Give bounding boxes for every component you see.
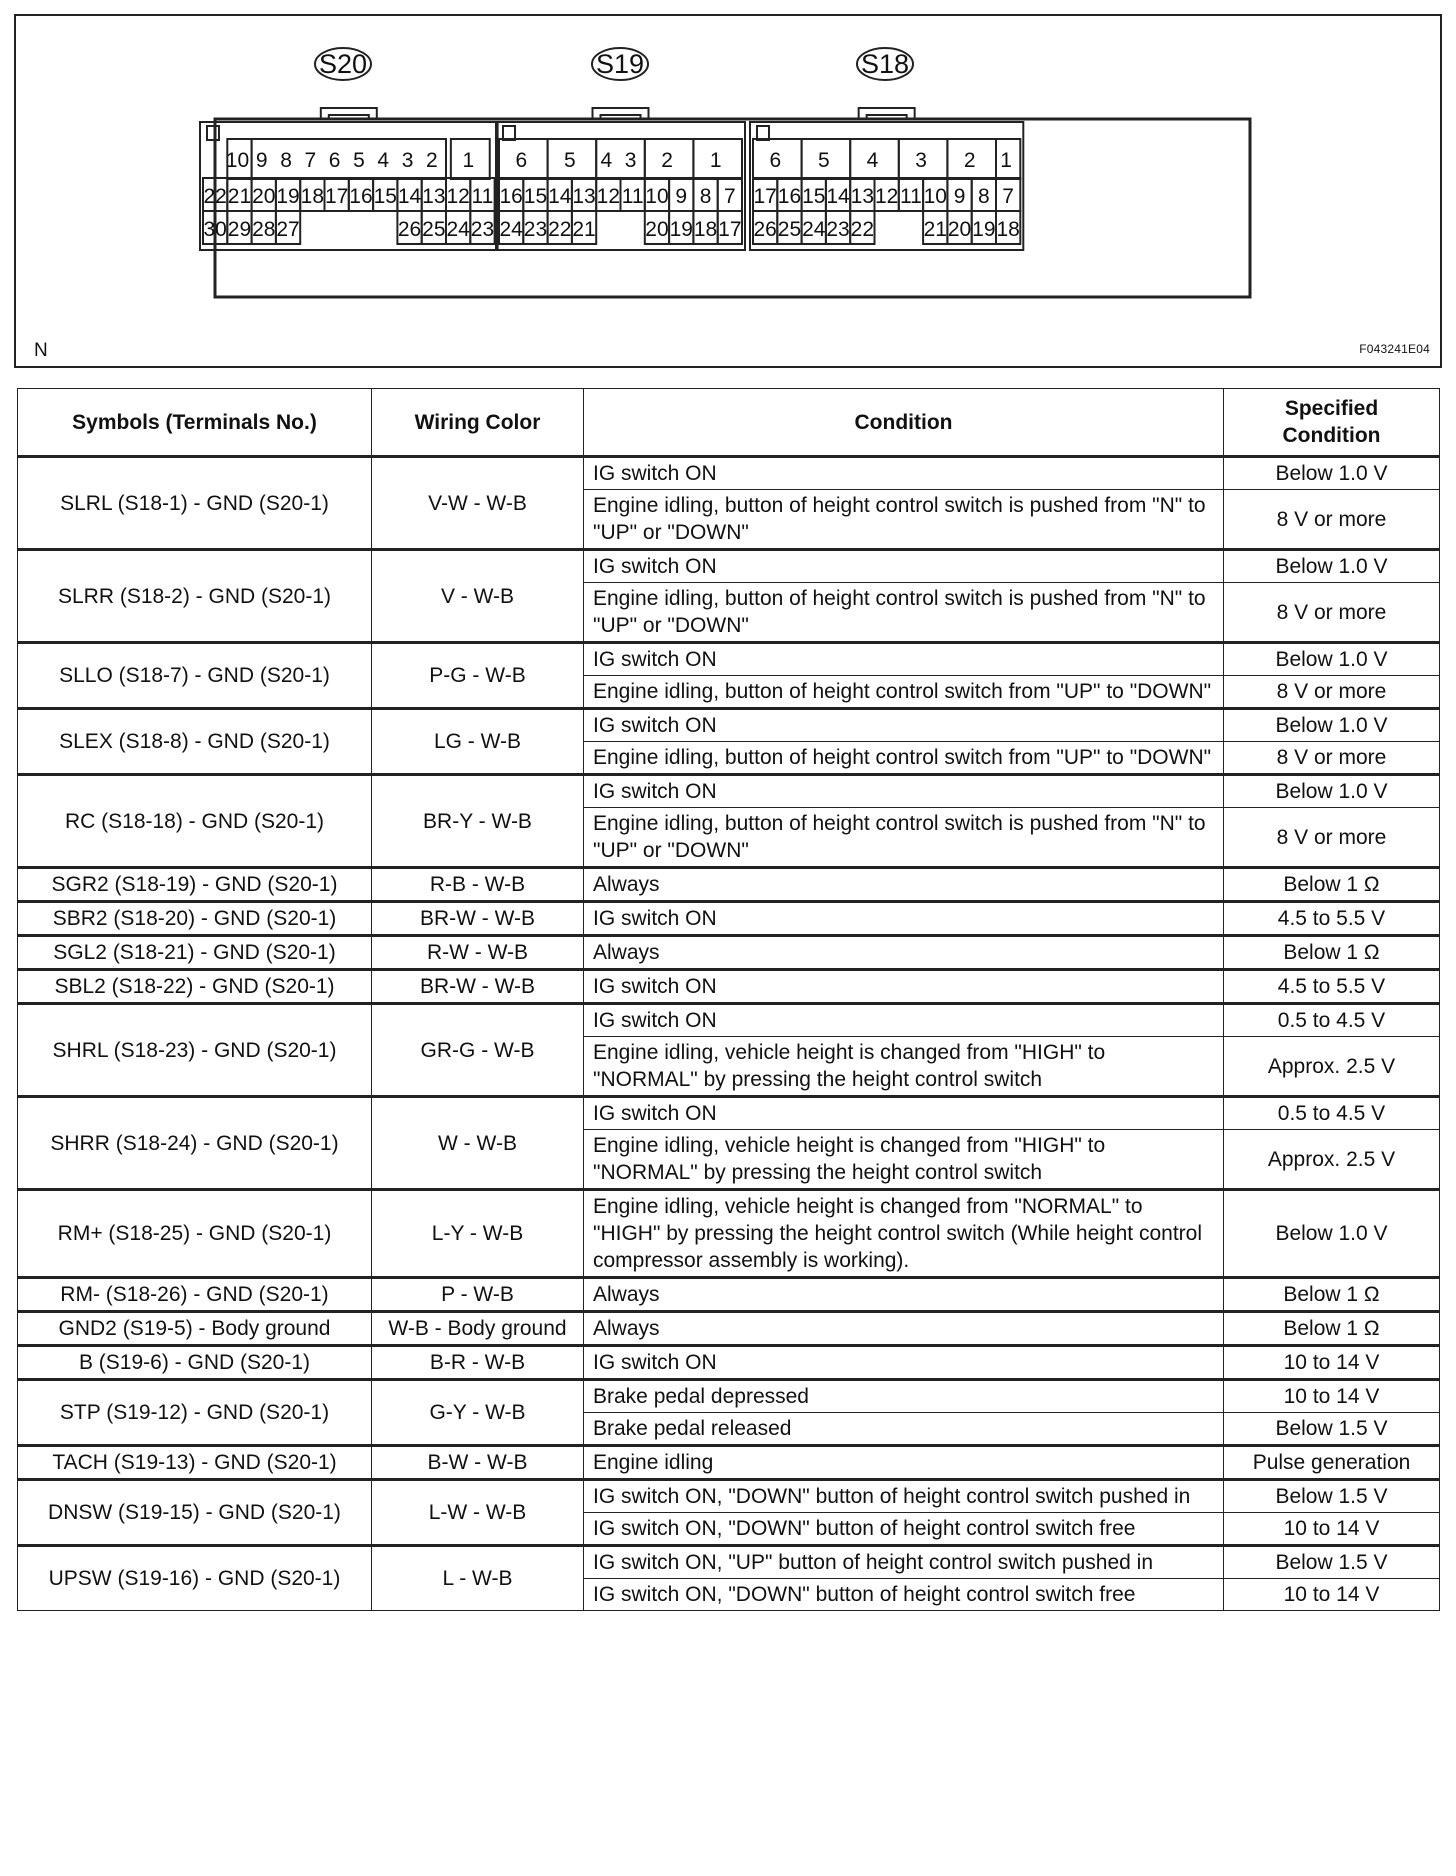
condition-cell: Engine idling, button of height control switch is pushed from "N" to "UP" or "DOWN" bbox=[584, 808, 1224, 868]
terminal-symbol: SBR2 (S18-20) - GND (S20-1) bbox=[18, 902, 372, 936]
terminal-symbol: RM- (S18-26) - GND (S20-1) bbox=[18, 1278, 372, 1312]
specified-condition-cell: 4.5 to 5.5 V bbox=[1224, 970, 1440, 1004]
pin-number: 7 bbox=[724, 185, 736, 208]
specified-condition-cell: 10 to 14 V bbox=[1224, 1513, 1440, 1546]
pin-number: 10 bbox=[225, 149, 250, 172]
specified-condition-cell: Below 1.5 V bbox=[1224, 1480, 1440, 1513]
table-row bbox=[18, 457, 1440, 490]
connector-diagram-drawing bbox=[16, 16, 1440, 366]
pin-number: 4 bbox=[866, 149, 879, 172]
condition-cell: IG switch ON bbox=[584, 457, 1224, 490]
corner-label: N bbox=[34, 340, 48, 361]
specified-condition-cell: Below 1.0 V bbox=[1224, 709, 1440, 742]
terminal-symbol: SGR2 (S18-19) - GND (S20-1) bbox=[18, 868, 372, 902]
wiring-color: L - W-B bbox=[372, 1546, 584, 1611]
pin-number: 6 bbox=[328, 149, 341, 172]
wiring-color: B-W - W-B bbox=[372, 1446, 584, 1480]
condition-cell: IG switch ON bbox=[584, 902, 1224, 936]
table-row bbox=[18, 936, 1440, 970]
pin-number: 25 bbox=[777, 218, 802, 241]
table-row bbox=[18, 1004, 1440, 1037]
specified-condition-cell: Below 1.0 V bbox=[1224, 550, 1440, 583]
condition-cell: IG switch ON, "DOWN" button of height control switch pushed in bbox=[584, 1480, 1224, 1513]
pin-number: 24 bbox=[499, 218, 523, 241]
pin-number: 25 bbox=[422, 218, 446, 241]
terminal-symbol: SLRL (S18-1) - GND (S20-1) bbox=[18, 457, 372, 550]
specified-condition-cell: Below 1 Ω bbox=[1224, 936, 1440, 970]
connector-s19 bbox=[496, 48, 745, 250]
pin-number: 23 bbox=[523, 218, 548, 241]
wiring-color: R-B - W-B bbox=[372, 868, 584, 902]
pin-number: 11 bbox=[900, 185, 922, 208]
specified-condition-cell: Below 1.0 V bbox=[1224, 775, 1440, 808]
pin-number: 13 bbox=[572, 185, 596, 208]
table-row bbox=[18, 1546, 1440, 1579]
table-body bbox=[18, 457, 1440, 1611]
connector-housing bbox=[215, 119, 1250, 297]
specified-condition-cell: Below 1 Ω bbox=[1224, 1278, 1440, 1312]
connector-latch bbox=[321, 108, 377, 119]
table-row bbox=[18, 1312, 1440, 1346]
pin-number: 5 bbox=[818, 149, 830, 172]
pin-number: 17 bbox=[324, 185, 349, 208]
pin-number: 15 bbox=[523, 185, 548, 208]
terminal-spec-table bbox=[17, 388, 1440, 1611]
specified-condition-cell: Pulse generation bbox=[1224, 1446, 1440, 1480]
pin-number: 19 bbox=[669, 218, 693, 241]
pin-number: 2 bbox=[963, 149, 976, 172]
pin-number: 3 bbox=[915, 149, 927, 172]
header-symbols: Symbols (Terminals No.) bbox=[18, 389, 372, 457]
figure-id: F043241E04 bbox=[1359, 342, 1430, 356]
condition-cell: Engine idling, vehicle height is changed from "HIGH" to "NORMAL" by pressing the height control switch bbox=[584, 1130, 1224, 1190]
pin-number: 5 bbox=[564, 149, 576, 172]
pin-number: 3 bbox=[401, 149, 414, 172]
pin-number: 4 bbox=[377, 149, 390, 172]
header-specified-condition: Specified Condition bbox=[1224, 389, 1440, 457]
pin-number: 16 bbox=[777, 185, 802, 208]
pin-number: 20 bbox=[645, 218, 669, 241]
pin-number: 1 bbox=[709, 149, 722, 172]
table-row bbox=[18, 643, 1440, 676]
pin-number: 6 bbox=[769, 149, 782, 172]
pin-number: 21 bbox=[227, 185, 252, 208]
condition-cell: IG switch ON bbox=[584, 1346, 1224, 1380]
pin-number: 16 bbox=[499, 185, 523, 208]
pin-number: 11 bbox=[621, 185, 644, 208]
condition-cell: IG switch ON, "DOWN" button of height control switch free bbox=[584, 1579, 1224, 1611]
condition-cell: IG switch ON bbox=[584, 1097, 1224, 1130]
pin-number: 11 bbox=[471, 185, 494, 208]
specified-condition-cell: 8 V or more bbox=[1224, 583, 1440, 643]
condition-cell: IG switch ON, "DOWN" button of height control switch free bbox=[584, 1513, 1224, 1546]
connector-latch bbox=[593, 108, 649, 119]
pin-number: 7 bbox=[304, 149, 317, 172]
pin-number: 6 bbox=[515, 149, 528, 172]
wiring-color: P-G - W-B bbox=[372, 643, 584, 709]
connector-tab bbox=[503, 126, 515, 140]
pin-number: 1 bbox=[462, 149, 475, 172]
pin-number: 23 bbox=[826, 218, 850, 241]
table-row bbox=[18, 1278, 1440, 1312]
condition-cell: IG switch ON bbox=[584, 775, 1224, 808]
wiring-color: W - W-B bbox=[372, 1097, 584, 1190]
specified-condition-cell: 0.5 to 4.5 V bbox=[1224, 1004, 1440, 1037]
pin-number: 16 bbox=[349, 185, 373, 208]
table-row bbox=[18, 1097, 1440, 1130]
wiring-color: BR-Y - W-B bbox=[372, 775, 584, 868]
pin-number: 20 bbox=[947, 218, 972, 241]
pin-number: 14 bbox=[397, 185, 422, 208]
terminal-symbol: SBL2 (S18-22) - GND (S20-1) bbox=[18, 970, 372, 1004]
header-wiring-color: Wiring Color bbox=[372, 389, 584, 457]
wiring-color: R-W - W-B bbox=[372, 936, 584, 970]
pin-number: 24 bbox=[446, 218, 470, 241]
table-row bbox=[18, 775, 1440, 808]
pin-number: 22 bbox=[548, 218, 572, 241]
specified-condition-cell: 0.5 to 4.5 V bbox=[1224, 1097, 1440, 1130]
condition-cell: IG switch ON bbox=[584, 709, 1224, 742]
pin-number: 26 bbox=[397, 218, 422, 241]
table-row bbox=[18, 1190, 1440, 1278]
terminal-symbol: SHRR (S18-24) - GND (S20-1) bbox=[18, 1097, 372, 1190]
pin-number: 19 bbox=[276, 185, 300, 208]
condition-cell: IG switch ON bbox=[584, 643, 1224, 676]
pin-number: 2 bbox=[426, 149, 438, 172]
pin-number: 22 bbox=[850, 218, 875, 241]
pin-number: 17 bbox=[753, 185, 777, 208]
pin-number: 2 bbox=[661, 149, 673, 172]
condition-cell: IG switch ON bbox=[584, 550, 1224, 583]
condition-cell: Engine idling, button of height control switch from "UP" to "DOWN" bbox=[584, 676, 1224, 709]
specified-condition-cell: Below 1.0 V bbox=[1224, 1190, 1440, 1278]
connector-tab bbox=[207, 126, 219, 140]
pin-number: 12 bbox=[596, 185, 621, 208]
pin-number: 13 bbox=[850, 185, 875, 208]
wiring-color: W-B - Body ground bbox=[372, 1312, 584, 1346]
terminal-symbol: SLEX (S18-8) - GND (S20-1) bbox=[18, 709, 372, 775]
wiring-color: V - W-B bbox=[372, 550, 584, 643]
wiring-color: L-Y - W-B bbox=[372, 1190, 584, 1278]
terminal-symbol: SLRR (S18-2) - GND (S20-1) bbox=[18, 550, 372, 643]
table-header-row bbox=[18, 389, 1440, 457]
pin-number: 7 bbox=[1002, 185, 1014, 208]
condition-cell: Always bbox=[584, 1278, 1224, 1312]
pin-number: 5 bbox=[353, 149, 365, 172]
pin-number: 27 bbox=[276, 218, 300, 241]
pin-number: 15 bbox=[373, 185, 397, 208]
wiring-color: P - W-B bbox=[372, 1278, 584, 1312]
pin-number: 18 bbox=[300, 185, 325, 208]
specified-condition-cell: 10 to 14 V bbox=[1224, 1579, 1440, 1611]
connector-label: S19 bbox=[595, 49, 645, 79]
pin-number: 15 bbox=[802, 185, 826, 208]
specified-condition-cell: Approx. 2.5 V bbox=[1224, 1130, 1440, 1190]
terminal-symbol: RC (S18-18) - GND (S20-1) bbox=[18, 775, 372, 868]
wiring-color: L-W - W-B bbox=[372, 1480, 584, 1546]
connector-diagram bbox=[14, 14, 1442, 368]
connector-latch bbox=[859, 108, 915, 119]
specified-condition-cell: Below 1.5 V bbox=[1224, 1413, 1440, 1446]
condition-cell: Always bbox=[584, 936, 1224, 970]
pin-number: 21 bbox=[923, 218, 947, 241]
condition-cell: Engine idling, button of height control switch from "UP" to "DOWN" bbox=[584, 742, 1224, 775]
pin-number: 9 bbox=[255, 149, 268, 172]
pin-number: 10 bbox=[645, 185, 669, 208]
connector-s20 bbox=[200, 48, 498, 250]
pin-number: 14 bbox=[548, 185, 572, 208]
condition-cell: Brake pedal released bbox=[584, 1413, 1224, 1446]
pin-number: 8 bbox=[280, 149, 292, 172]
table-row bbox=[18, 1446, 1440, 1480]
pin-number: 22 bbox=[203, 185, 227, 208]
pin-number: 9 bbox=[953, 185, 966, 208]
pin-number: 23 bbox=[470, 218, 495, 241]
condition-cell: IG switch ON bbox=[584, 1004, 1224, 1037]
wiring-color: V-W - W-B bbox=[372, 457, 584, 550]
specified-condition-cell: 10 to 14 V bbox=[1224, 1380, 1440, 1413]
pin-number: 28 bbox=[252, 218, 276, 241]
pin-number: 17 bbox=[718, 218, 742, 241]
pin-number: 3 bbox=[624, 149, 637, 172]
terminal-symbol: UPSW (S19-16) - GND (S20-1) bbox=[18, 1546, 372, 1611]
pin-number: 4 bbox=[600, 149, 613, 172]
pin-number: 18 bbox=[996, 218, 1020, 241]
table-row bbox=[18, 709, 1440, 742]
pin-number: 19 bbox=[972, 218, 996, 241]
pin-number: 8 bbox=[699, 185, 712, 208]
terminal-symbol: SHRL (S18-23) - GND (S20-1) bbox=[18, 1004, 372, 1097]
specified-condition-cell: Below 1.0 V bbox=[1224, 457, 1440, 490]
pin-number: 30 bbox=[203, 218, 227, 241]
condition-cell: Always bbox=[584, 868, 1224, 902]
connector-label: S20 bbox=[318, 49, 368, 79]
condition-cell: Engine idling, button of height control switch is pushed from "N" to "UP" or "DOWN" bbox=[584, 583, 1224, 643]
terminal-symbol: STP (S19-12) - GND (S20-1) bbox=[18, 1380, 372, 1446]
terminal-symbol: SLLO (S18-7) - GND (S20-1) bbox=[18, 643, 372, 709]
wiring-color: BR-W - W-B bbox=[372, 970, 584, 1004]
table-row bbox=[18, 902, 1440, 936]
condition-cell: Engine idling, vehicle height is changed from "HIGH" to "NORMAL" by pressing the height control switch bbox=[584, 1037, 1224, 1097]
pin-number: 18 bbox=[693, 218, 718, 241]
specified-condition-cell: Approx. 2.5 V bbox=[1224, 1037, 1440, 1097]
specified-condition-cell: 8 V or more bbox=[1224, 676, 1440, 709]
pin-number: 20 bbox=[252, 185, 276, 208]
header-condition: Condition bbox=[584, 389, 1224, 457]
condition-cell: Engine idling, vehicle height is changed from "NORMAL" to "HIGH" by pressing the height control switch (While height control compressor assembly is working). bbox=[584, 1190, 1224, 1278]
pin-number: 14 bbox=[826, 185, 850, 208]
terminal-symbol: B (S19-6) - GND (S20-1) bbox=[18, 1346, 372, 1380]
terminal-symbol: TACH (S19-13) - GND (S20-1) bbox=[18, 1446, 372, 1480]
pin-number: 26 bbox=[753, 218, 777, 241]
specified-condition-cell: 8 V or more bbox=[1224, 808, 1440, 868]
wiring-color: G-Y - W-B bbox=[372, 1380, 584, 1446]
pin-number: 9 bbox=[675, 185, 688, 208]
table-row bbox=[18, 970, 1440, 1004]
condition-cell: Engine idling, button of height control switch is pushed from "N" to "UP" or "DOWN" bbox=[584, 490, 1224, 550]
pin-number: 21 bbox=[572, 218, 596, 241]
pin-number: 1 bbox=[1000, 149, 1012, 172]
specified-condition-cell: 8 V or more bbox=[1224, 742, 1440, 775]
pin-number: 8 bbox=[978, 185, 990, 208]
table-row bbox=[18, 550, 1440, 583]
terminal-symbol: DNSW (S19-15) - GND (S20-1) bbox=[18, 1480, 372, 1546]
specified-condition-cell: 8 V or more bbox=[1224, 490, 1440, 550]
wiring-color: GR-G - W-B bbox=[372, 1004, 584, 1097]
specified-condition-cell: Below 1 Ω bbox=[1224, 1312, 1440, 1346]
condition-cell: IG switch ON, "UP" button of height control switch pushed in bbox=[584, 1546, 1224, 1579]
pin-number: 10 bbox=[923, 185, 947, 208]
specified-condition-cell: 10 to 14 V bbox=[1224, 1346, 1440, 1380]
terminal-symbol: GND2 (S19-5) - Body ground bbox=[18, 1312, 372, 1346]
terminal-symbol: SGL2 (S18-21) - GND (S20-1) bbox=[18, 936, 372, 970]
condition-cell: Engine idling bbox=[584, 1446, 1224, 1480]
condition-cell: IG switch ON bbox=[584, 970, 1224, 1004]
wiring-color: LG - W-B bbox=[372, 709, 584, 775]
specified-condition-cell: Below 1.5 V bbox=[1224, 1546, 1440, 1579]
table-row bbox=[18, 1380, 1440, 1413]
pin-number: 12 bbox=[446, 185, 470, 208]
specified-condition-cell: Below 1.0 V bbox=[1224, 643, 1440, 676]
specified-condition-cell: Below 1 Ω bbox=[1224, 868, 1440, 902]
connector-label: S18 bbox=[860, 49, 910, 79]
condition-cell: Brake pedal depressed bbox=[584, 1380, 1224, 1413]
table-row bbox=[18, 1346, 1440, 1380]
pin-number: 29 bbox=[227, 218, 252, 241]
terminal-symbol: RM+ (S18-25) - GND (S20-1) bbox=[18, 1190, 372, 1278]
table-row bbox=[18, 868, 1440, 902]
pin-number: 24 bbox=[802, 218, 826, 241]
wiring-color: BR-W - W-B bbox=[372, 902, 584, 936]
pin-number: 12 bbox=[874, 185, 899, 208]
pin-number: 13 bbox=[422, 185, 446, 208]
specified-condition-cell: 4.5 to 5.5 V bbox=[1224, 902, 1440, 936]
table-row bbox=[18, 1480, 1440, 1513]
condition-cell: Always bbox=[584, 1312, 1224, 1346]
wiring-color: B-R - W-B bbox=[372, 1346, 584, 1380]
connector-tab bbox=[757, 126, 769, 140]
connector-s18 bbox=[750, 48, 1023, 250]
